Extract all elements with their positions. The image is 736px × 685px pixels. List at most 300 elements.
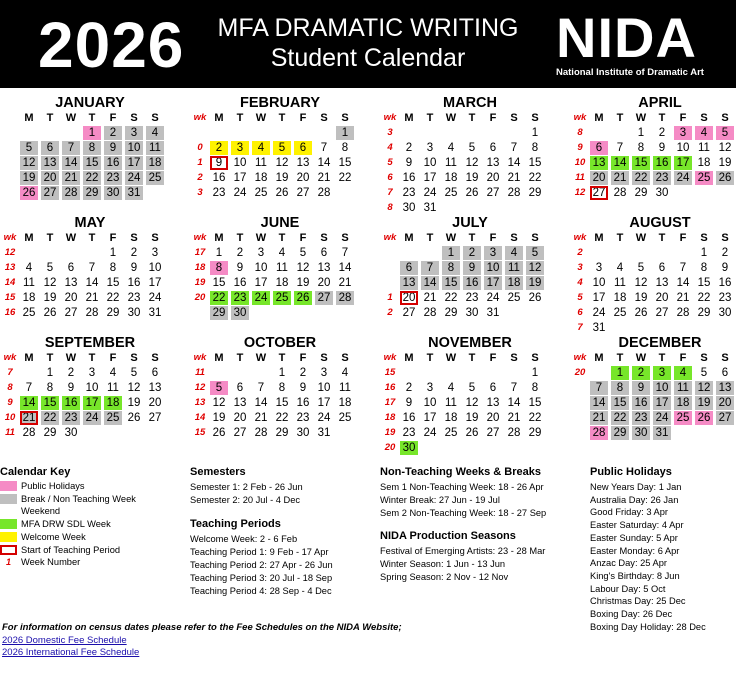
day-cell: 9 <box>405 397 413 409</box>
day-cell: 12 <box>526 261 544 275</box>
day-cell: 26 <box>127 412 141 424</box>
public-holiday-line: Good Friday: 3 Apr <box>590 507 669 518</box>
day-cell: 26 <box>716 171 734 185</box>
day-cell: 18 <box>505 276 523 290</box>
day-cell: 1 <box>83 126 101 140</box>
week-number-header: wk <box>3 352 17 363</box>
weekday-header: W <box>65 352 77 364</box>
day-cell: 5 <box>468 382 476 394</box>
day-cell: 25 <box>674 411 692 425</box>
week-number: 3 <box>387 127 393 138</box>
day-cell: 22 <box>275 412 289 424</box>
weekday-header: W <box>255 232 267 244</box>
day-cell: 20 <box>64 292 78 304</box>
day-cell: 26 <box>294 291 312 305</box>
weekday-header: M <box>594 232 604 244</box>
day-cell: 3 <box>653 366 671 380</box>
day-cell: 13 <box>655 277 669 289</box>
weekday-header: M <box>24 232 34 244</box>
weekday-header: M <box>214 232 224 244</box>
week-number: 2 <box>197 172 203 183</box>
day-cell: 25 <box>22 307 36 319</box>
week-number: 18 <box>384 412 396 423</box>
day-cell: 8 <box>611 381 629 395</box>
day-cell: 7 <box>25 382 33 394</box>
weekday-header: M <box>214 112 224 124</box>
weekday-header: T <box>46 352 54 364</box>
day-cell: 28 <box>590 426 608 440</box>
day-cell: 4 <box>447 142 455 154</box>
day-cell: 30 <box>231 306 249 320</box>
day-cell: 26 <box>43 307 57 319</box>
day-cell: 26 <box>20 186 38 200</box>
day-cell: 14 <box>421 276 439 290</box>
weekday-header: S <box>130 232 138 244</box>
weekday-header: S <box>341 232 349 244</box>
key-label: Start of Teaching Period <box>21 544 121 555</box>
day-cell: 14 <box>676 277 690 289</box>
day-cell: 6 <box>590 141 608 155</box>
day-cell: 2 <box>463 246 481 260</box>
day-cell: 1 <box>531 127 539 139</box>
day-cell: 22 <box>210 291 228 305</box>
weekday-header: T <box>616 352 624 364</box>
day-cell: 18 <box>104 396 122 410</box>
day-cell: 4 <box>252 141 270 155</box>
day-cell: 6 <box>320 247 328 259</box>
day-cell: 30 <box>127 307 141 319</box>
day-cell: 4 <box>674 366 692 380</box>
day-cell: 26 <box>275 187 289 199</box>
day-cell: 29 <box>697 307 711 319</box>
day-cell: 3 <box>674 126 692 140</box>
week-number: 20 <box>574 367 586 378</box>
day-cell: 14 <box>507 157 521 169</box>
month-name: SEPTEMBER <box>44 335 136 351</box>
week-number: 12 <box>194 382 206 393</box>
week-number: 16 <box>4 307 16 318</box>
day-cell: 3 <box>426 142 434 154</box>
day-cell: 1 <box>278 367 286 379</box>
weekday-header: M <box>594 352 604 364</box>
day-cell: 17 <box>484 276 502 290</box>
day-cell: 29 <box>210 306 228 320</box>
day-cell: 8 <box>83 141 101 155</box>
weekday-header: S <box>700 232 708 244</box>
day-cell: 8 <box>531 382 539 394</box>
week-number: 8 <box>387 202 393 213</box>
day-cell: 20 <box>41 171 59 185</box>
day-cell: 8 <box>637 142 645 154</box>
weekday-header: T <box>46 112 54 124</box>
day-cell: 21 <box>423 292 437 304</box>
day-cell: 23 <box>402 187 416 199</box>
key-swatch <box>0 506 17 516</box>
day-cell: 19 <box>43 292 57 304</box>
day-cell: 5 <box>700 367 708 379</box>
day-cell: 13 <box>317 262 331 274</box>
day-cell: 26 <box>528 292 542 304</box>
day-cell: 27 <box>716 411 734 425</box>
day-cell: 23 <box>104 171 122 185</box>
day-cell: 31 <box>486 307 500 319</box>
weekday-header: F <box>299 232 307 244</box>
day-cell: 20 <box>486 412 500 424</box>
day-cell: 28 <box>507 187 521 199</box>
day-cell: 2 <box>130 247 138 259</box>
weekday-header: W <box>635 352 647 364</box>
day-cell: 7 <box>421 261 439 275</box>
weekday-header: W <box>445 232 457 244</box>
day-cell: 24 <box>233 187 247 199</box>
key-label: MFA DRW SDL Week <box>21 519 111 530</box>
week-number-header: wk <box>193 112 207 123</box>
month-name: NOVEMBER <box>428 335 512 351</box>
day-cell: 3 <box>231 141 249 155</box>
day-cell: 9 <box>721 262 729 274</box>
weekday-header: S <box>531 112 539 124</box>
day-cell: 18 <box>275 277 289 289</box>
day-cell: 31 <box>317 427 331 439</box>
day-cell: 29 <box>528 427 542 439</box>
week-number: 8 <box>577 127 583 138</box>
weekday-header: S <box>151 352 159 364</box>
day-cell: 25 <box>507 292 521 304</box>
week-number-header: wk <box>573 352 587 363</box>
day-cell: 18 <box>444 172 458 184</box>
day-cell: 27 <box>655 307 669 319</box>
day-cell: 13 <box>233 397 247 409</box>
day-cell: 22 <box>528 172 542 184</box>
day-cell: 11 <box>23 277 35 289</box>
day-cell: 2 <box>67 367 75 379</box>
week-number: 2 <box>577 247 583 258</box>
teaching-period-line: Teaching Period 4: 28 Sep - 4 Dec <box>190 586 332 596</box>
day-cell: 18 <box>22 292 36 304</box>
day-cell: 8 <box>700 262 708 274</box>
day-cell: 2 <box>632 366 650 380</box>
public-holidays-title: Public Holidays <box>590 466 672 478</box>
day-cell: 19 <box>465 412 479 424</box>
day-cell: 26 <box>212 427 226 439</box>
month-name: JULY <box>452 215 488 231</box>
day-cell: 15 <box>41 396 59 410</box>
day-cell: 15 <box>338 157 352 169</box>
teaching-period-line: Teaching Period 2: 27 Apr - 26 Jun <box>190 560 333 570</box>
day-cell: 11 <box>505 261 523 275</box>
day-cell: 10 <box>484 261 502 275</box>
day-cell: 3 <box>484 246 502 260</box>
day-cell: 12 <box>634 277 648 289</box>
day-cell: 11 <box>445 397 457 409</box>
public-holiday-line: Easter Saturday: 4 Apr <box>590 520 684 531</box>
day-cell: 16 <box>233 277 247 289</box>
day-cell: 9 <box>658 142 666 154</box>
day-cell: 17 <box>423 172 437 184</box>
day-cell: 9 <box>67 382 75 394</box>
key-label: Break / Non Teaching Week <box>21 493 136 504</box>
day-cell: 21 <box>338 277 352 289</box>
key-label: Welcome Week <box>21 531 86 542</box>
day-cell: 25 <box>613 307 627 319</box>
month-name: FEBRUARY <box>239 95 321 111</box>
day-cell: 7 <box>679 262 687 274</box>
international-fee-schedule-link[interactable]: 2026 International Fee Schedule <box>2 647 140 658</box>
day-cell: 22 <box>444 292 458 304</box>
weekday-header: F <box>299 352 307 364</box>
day-cell: 4 <box>341 367 349 379</box>
day-cell: 21 <box>20 411 38 425</box>
day-cell: 5 <box>637 262 645 274</box>
day-cell: 5 <box>526 246 544 260</box>
month-name: MARCH <box>443 95 497 111</box>
calendar-subtitle: Student Calendar <box>270 44 466 72</box>
production-season-line: Festival of Emerging Artists: 23 - 28 Mar <box>380 546 546 556</box>
day-cell: 19 <box>20 171 38 185</box>
day-cell: 1 <box>215 247 223 259</box>
day-cell: 6 <box>41 141 59 155</box>
weekday-header: T <box>88 112 96 124</box>
day-cell: 15 <box>212 277 226 289</box>
day-cell: 24 <box>148 292 162 304</box>
day-cell: 3 <box>88 367 96 379</box>
weekday-header: S <box>531 352 539 364</box>
day-cell: 16 <box>104 156 122 170</box>
day-cell: 15 <box>528 157 542 169</box>
day-cell: 21 <box>507 412 521 424</box>
weekday-header: W <box>635 112 647 124</box>
day-cell: 20 <box>716 396 734 410</box>
weekday-header: M <box>404 352 414 364</box>
day-cell: 12 <box>212 397 226 409</box>
month-name: JUNE <box>260 215 300 231</box>
month-name: JANUARY <box>55 95 125 111</box>
day-cell: 8 <box>531 142 539 154</box>
production-seasons-title: NIDA Production Seasons <box>380 530 516 542</box>
weekday-header: F <box>109 352 117 364</box>
day-cell: 5 <box>130 367 138 379</box>
day-cell: 13 <box>400 276 418 290</box>
day-cell: 24 <box>674 171 692 185</box>
non-teaching-line: Winter Break: 27 Jun - 19 Jul <box>380 495 500 505</box>
week-number: 20 <box>384 442 396 453</box>
day-cell: 28 <box>613 187 627 199</box>
day-cell: 6 <box>721 367 729 379</box>
day-cell: 27 <box>590 186 608 200</box>
day-cell: 16 <box>296 397 310 409</box>
day-cell: 9 <box>632 381 650 395</box>
calendar-title: MFA DRAMATIC WRITING <box>217 14 519 42</box>
day-cell: 27 <box>486 427 500 439</box>
day-cell: 29 <box>634 187 648 199</box>
day-cell: 13 <box>590 156 608 170</box>
day-cell: 15 <box>83 156 101 170</box>
day-cell: 29 <box>43 427 57 439</box>
day-cell: 4 <box>695 126 713 140</box>
day-cell: 1 <box>46 367 54 379</box>
day-cell: 6 <box>151 367 159 379</box>
weekday-header: T <box>426 112 434 124</box>
day-cell: 19 <box>465 172 479 184</box>
day-cell: 11 <box>698 142 710 154</box>
day-cell: 26 <box>465 187 479 199</box>
public-holiday-line: New Years Day: 1 Jan <box>590 482 682 492</box>
day-cell: 14 <box>590 396 608 410</box>
weekday-header: M <box>404 232 414 244</box>
public-holiday-line: Easter Sunday: 5 Apr <box>590 532 678 543</box>
day-cell: 29 <box>106 307 120 319</box>
day-cell: 22 <box>338 172 352 184</box>
day-cell: 18 <box>146 156 164 170</box>
public-holiday-line: Labour Day: 5 Oct <box>590 583 666 594</box>
teaching-period-line: Welcome Week: 2 - 6 Feb <box>190 534 298 544</box>
day-cell: 30 <box>296 427 310 439</box>
day-cell: 20 <box>233 412 247 424</box>
weekday-header: T <box>468 352 476 364</box>
weekday-header: F <box>299 112 307 124</box>
week-number: 5 <box>577 292 583 303</box>
week-number: 17 <box>384 397 396 408</box>
day-cell: 23 <box>127 292 141 304</box>
day-cell: 26 <box>465 427 479 439</box>
day-cell: 10 <box>592 277 606 289</box>
weekday-header: S <box>341 352 349 364</box>
day-cell: 15 <box>275 397 289 409</box>
weekday-header: S <box>700 112 708 124</box>
weekday-header: T <box>236 352 244 364</box>
day-cell: 4 <box>25 262 33 274</box>
weekday-header: S <box>151 112 159 124</box>
weekday-header: S <box>531 232 539 244</box>
weekday-header: F <box>489 232 497 244</box>
weekday-header: M <box>24 352 34 364</box>
day-cell: 2 <box>299 367 307 379</box>
day-cell: 14 <box>507 397 521 409</box>
day-cell: 5 <box>299 247 307 259</box>
weekday-header: T <box>658 232 666 244</box>
month-name: AUGUST <box>629 215 691 231</box>
day-cell: 5 <box>20 141 38 155</box>
week-number: 17 <box>194 247 206 258</box>
day-cell: 9 <box>236 262 244 274</box>
day-cell: 10 <box>148 262 162 274</box>
day-cell: 16 <box>653 156 671 170</box>
weekday-header: T <box>88 232 96 244</box>
weekday-header: T <box>278 112 286 124</box>
weekday-header: W <box>255 352 267 364</box>
day-cell: 23 <box>212 187 226 199</box>
day-cell: 27 <box>41 186 59 200</box>
public-holiday-line: Boxing Day Holiday: 28 Dec <box>590 621 706 632</box>
day-cell: 1 <box>611 366 629 380</box>
teaching-periods-title: Teaching Periods <box>190 518 281 530</box>
day-cell: 23 <box>653 171 671 185</box>
day-cell: 29 <box>83 186 101 200</box>
day-cell: 12 <box>275 157 289 169</box>
day-cell: 12 <box>127 382 141 394</box>
day-cell: 17 <box>317 397 331 409</box>
day-cell: 13 <box>64 277 78 289</box>
week-number: 6 <box>387 172 393 183</box>
day-cell: 25 <box>444 187 458 199</box>
weekday-header: S <box>151 232 159 244</box>
semester-line: Semester 1: 2 Feb - 26 Jun <box>190 482 303 492</box>
week-number-header: wk <box>573 232 587 243</box>
day-cell: 25 <box>273 291 291 305</box>
day-cell: 23 <box>231 291 249 305</box>
day-cell: 10 <box>423 157 437 169</box>
day-cell: 30 <box>655 187 669 199</box>
teaching-period-line: Teaching Period 3: 20 Jul - 18 Sep <box>190 573 333 583</box>
week-number: 20 <box>194 292 206 303</box>
day-cell: 24 <box>653 411 671 425</box>
day-cell: 9 <box>104 141 122 155</box>
day-cell: 11 <box>445 157 457 169</box>
public-holiday-line: King's Birthday: 8 Jun <box>590 570 680 581</box>
day-cell: 24 <box>423 427 437 439</box>
day-cell: 3 <box>595 262 603 274</box>
day-cell: 31 <box>592 322 606 334</box>
day-cell: 11 <box>614 277 626 289</box>
day-cell: 2 <box>658 127 666 139</box>
day-cell: 3 <box>151 247 159 259</box>
day-cell: 19 <box>275 172 289 184</box>
day-cell: 31 <box>125 186 143 200</box>
weekday-header: S <box>510 352 518 364</box>
day-cell: 2 <box>405 142 413 154</box>
teaching-period-line: Teaching Period 1: 9 Feb - 17 Apr <box>190 547 329 557</box>
day-cell: 22 <box>697 292 711 304</box>
day-cell: 22 <box>106 292 120 304</box>
day-cell: 11 <box>339 382 351 394</box>
day-cell: 13 <box>716 381 734 395</box>
day-cell: 17 <box>148 277 162 289</box>
production-season-line: Winter Season: 1 Jun - 13 Jun <box>380 559 506 569</box>
weekday-header: M <box>594 112 604 124</box>
day-cell: 8 <box>341 142 349 154</box>
day-cell: 30 <box>718 307 732 319</box>
day-cell: 25 <box>254 187 268 199</box>
domestic-fee-schedule-link[interactable]: 2026 Domestic Fee Schedule <box>2 635 127 646</box>
day-cell: 21 <box>611 171 629 185</box>
day-cell: 19 <box>718 157 732 169</box>
day-cell: 24 <box>317 412 331 424</box>
day-cell: 28 <box>676 307 690 319</box>
weekday-header: T <box>468 112 476 124</box>
day-cell: 23 <box>632 411 650 425</box>
non-teaching-line: Sem 1 Non-Teaching Week: 18 - 26 Apr <box>380 482 544 492</box>
day-cell: 28 <box>317 187 331 199</box>
week-number-header: wk <box>573 112 587 123</box>
day-cell: 8 <box>109 262 117 274</box>
day-cell: 28 <box>336 291 354 305</box>
day-cell: 18 <box>444 412 458 424</box>
day-cell: 18 <box>338 397 352 409</box>
day-cell: 31 <box>148 307 162 319</box>
key-swatch <box>0 545 17 555</box>
week-number: 9 <box>7 397 13 408</box>
day-cell: 27 <box>296 187 310 199</box>
day-cell: 22 <box>83 171 101 185</box>
day-cell: 21 <box>507 172 521 184</box>
day-cell: 7 <box>320 142 328 154</box>
day-cell: 4 <box>447 382 455 394</box>
day-cell: 27 <box>315 291 333 305</box>
weekday-header: T <box>88 352 96 364</box>
day-cell: 27 <box>402 307 416 319</box>
day-cell: 7 <box>510 142 518 154</box>
day-cell: 16 <box>402 172 416 184</box>
